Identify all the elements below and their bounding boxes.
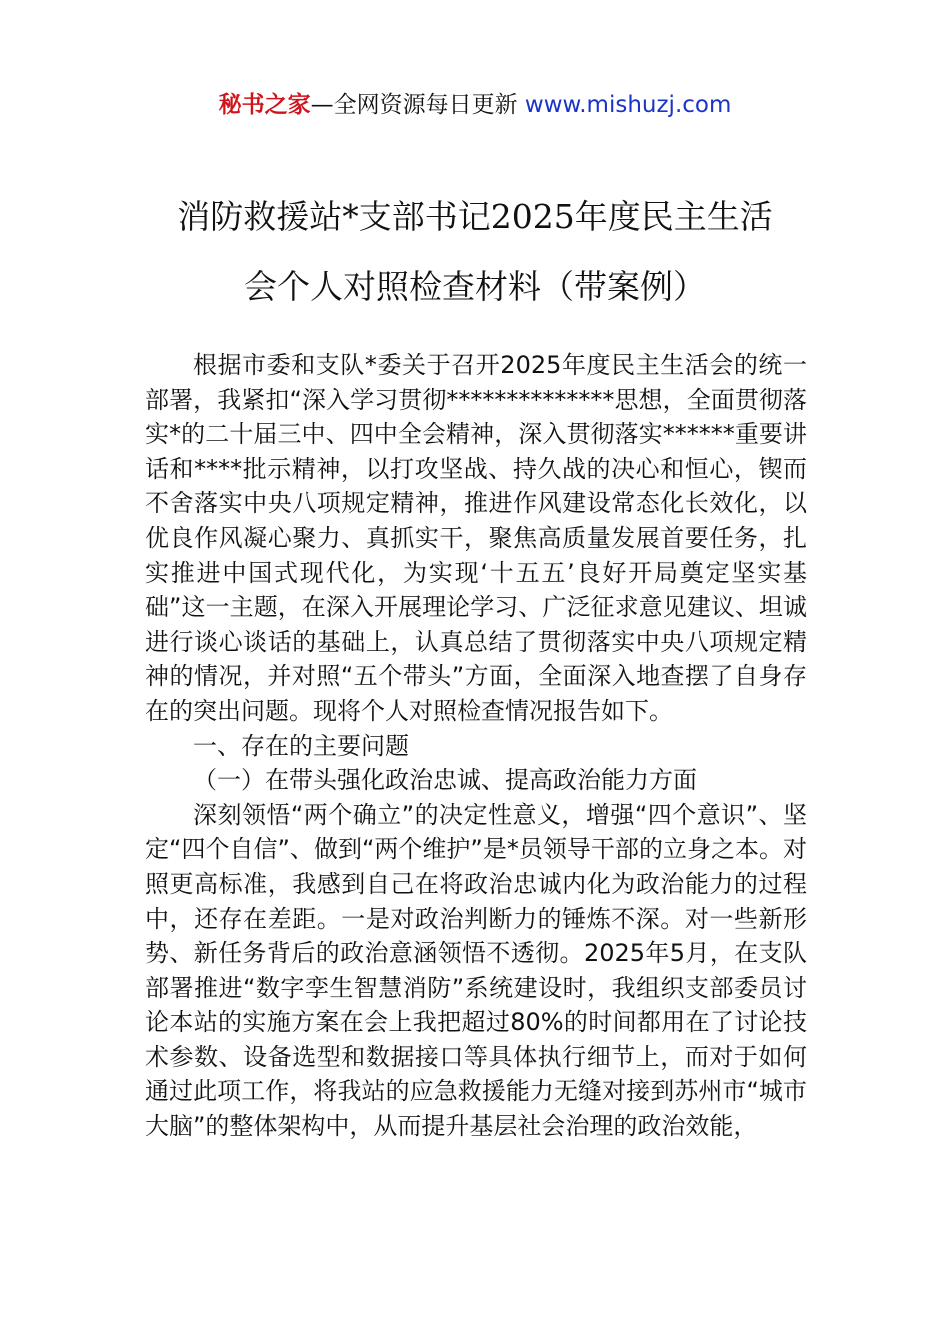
title-line-1: 消防救援站*支部书记2025年度民主生活 — [177, 197, 773, 236]
banner-dash: — — [310, 92, 334, 118]
section-heading-1: 一、存在的主要问题 — [193, 731, 409, 760]
site-banner — [0, 88, 950, 122]
site-brand-name: 秘书之家 — [218, 92, 311, 118]
document-body — [145, 348, 807, 1144]
subsection-heading-1: （一）在带头强化政治忠诚、提高政治能力方面 — [193, 766, 697, 795]
document-title — [120, 182, 830, 322]
intro-paragraph: 根据市委和支队*委关于召开2025年度民主生活会的统一部署，我紧扣“深入学习贯彻**************思想，全面贯彻落实*的二十届三中、四中全会精神，深入贯彻落实******重要讲话和****批示精神，以打攻坚战、持久战的决心和恒心，锲而不舍落实中央八项规定精神，推进作风建设常态化长效化，以优良作风凝心聚力、真抓实干，聚焦高质量发展首要任务，扎实推进中国式现代化，为实现‘十五五’良好开局奠定坚实基础”这一主题，在深入开展理论学习、广泛征求意见建议、坦诚进行谈心谈话的基础上，认真总结了贯彻落实中央八项规定精神的情况，并对照“五个带头”方面，全面深入地查摆了自身存在的突出问题。现将个人对照检查情况报告如下。 — [145, 351, 807, 725]
site-url-link[interactable]: www.mishuzj.com — [524, 92, 732, 118]
site-slogan: 全网资源每日更新 — [333, 92, 525, 118]
subsection-paragraph-1: 深刻领悟“两个确立”的决定性意义，增强“四个意识”、坚定“四个自信”、做到“两个维护”是*员领导干部的立身之本。对照更高标准，我感到自己在将政治忠诚内化为政治能力的过程中，还存在差距。一是对政治判断力的锤炼不深。对一些新形势、新任务背后的政治意涵领悟不透彻。2025年5月，在支队部署推进“数字孪生智慧消防”系统建设时，我组织支部委员讨论本站的实施方案在会上我把超过80%的时间都用在了讨论技术参数、设备选型和数据接口等具体执行细节上，而对于如何通过此项工作，将我站的应急救援能力无缝对接到苏州市“城市大脑”的整体架构中，从而提升基层社会治理的政治效能， — [145, 800, 807, 1141]
title-line-2: 会个人对照检查材料（带案例） — [244, 267, 706, 306]
